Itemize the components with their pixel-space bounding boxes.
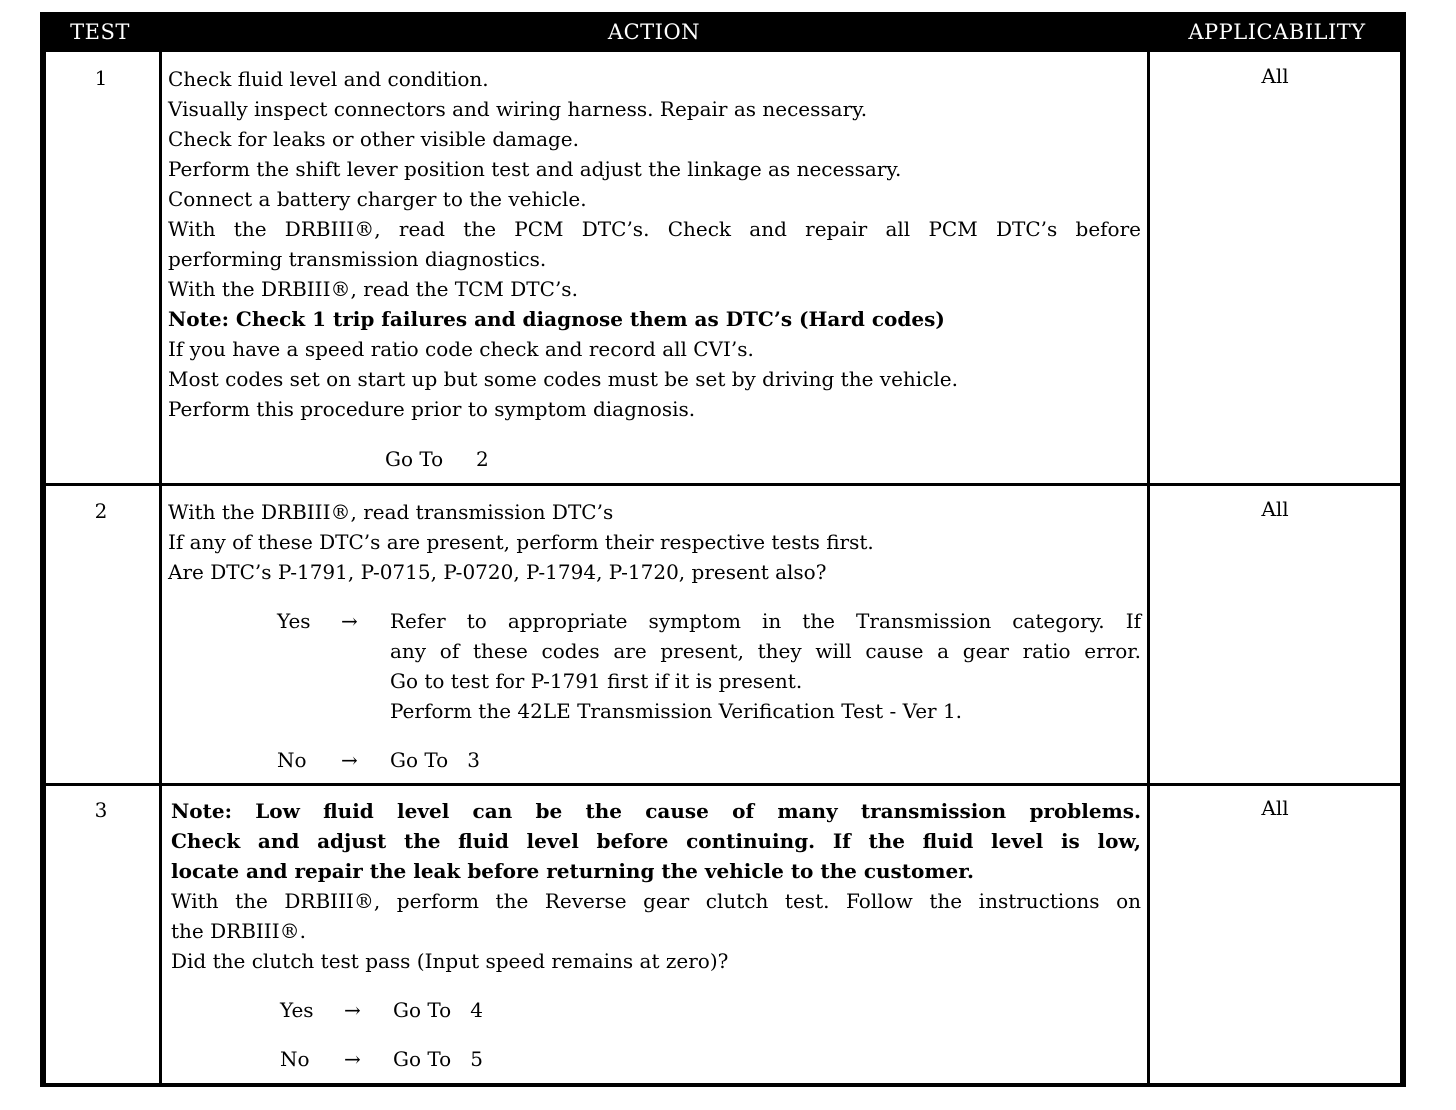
applicability-value: All — [1261, 64, 1289, 88]
test-number: 1 — [94, 66, 108, 90]
arrow-icon: → — [344, 998, 361, 1022]
action-line: Note: Check 1 trip failures and diagnose them as DTC’s (Hard codes) — [168, 307, 945, 331]
response-line: Go To 5 — [393, 1047, 483, 1071]
response-answer: No — [277, 748, 307, 772]
action-line: Note: Low fluid level can be the cause of many transmission problems. — [171, 799, 1141, 823]
response-line: Perform the 42LE Transmission Verification Test - Ver 1. — [390, 699, 963, 723]
header-test: TEST — [70, 20, 130, 44]
action-line: locate and repair the leak before returning the vehicle to the customer. — [171, 859, 974, 883]
test-number: 3 — [94, 798, 108, 822]
row-divider — [40, 483, 1406, 486]
row-divider — [40, 783, 1406, 786]
action-line: Perform the shift lever position test and adjust the linkage as necessary. — [168, 157, 902, 181]
action-line: If you have a speed ratio code check and record all CVI’s. — [168, 337, 754, 361]
header-applicability: APPLICABILITY — [1188, 20, 1366, 44]
action-line: With the DRBIII®, read transmission DTC’s — [168, 500, 614, 524]
arrow-icon: → — [341, 748, 358, 772]
header-action: ACTION — [607, 20, 701, 44]
response-answer: No — [280, 1047, 310, 1071]
action-line: Check fluid level and condition. — [168, 67, 489, 91]
action-line: With the DRBIII®, read the PCM DTC’s. Check and repair all PCM DTC’s before — [168, 217, 1141, 241]
applicability-value: All — [1261, 497, 1289, 521]
response-line: Go To 4 — [393, 998, 483, 1022]
response-line: Go to test for P-1791 first if it is present. — [390, 669, 803, 693]
response-line: Refer to appropriate symptom in the Transmission category. If — [390, 609, 1141, 633]
action-line: Are DTC’s P-1791, P-0715, P-0720, P-1794, P-1720, present also? — [168, 560, 827, 584]
table-header — [40, 12, 1406, 52]
response-answer: Yes — [277, 609, 311, 633]
response-line: Go To 3 — [390, 748, 480, 772]
action-line: If any of these DTC’s are present, perform their respective tests first. — [168, 530, 874, 554]
column-divider — [159, 52, 162, 1085]
action-line: performing transmission diagnostics. — [168, 247, 547, 271]
action-line: Connect a battery charger to the vehicle. — [168, 187, 587, 211]
action-line: Most codes set on start up but some codes must be set by driving the vehicle. — [168, 367, 958, 391]
goto-label: Go To — [385, 447, 444, 471]
arrow-icon: → — [344, 1047, 361, 1071]
action-line: Perform this procedure prior to symptom diagnosis. — [168, 397, 696, 421]
action-line: the DRBIII®. — [171, 919, 306, 943]
action-line: With the DRBIII®, read the TCM DTC’s. — [168, 277, 578, 301]
arrow-icon: → — [341, 609, 358, 633]
action-line: Check and adjust the fluid level before continuing. If the fluid level is low, — [171, 829, 1141, 853]
action-line: Did the clutch test pass (Input speed remains at zero)? — [171, 949, 729, 973]
action-line: With the DRBIII®, perform the Reverse gear clutch test. Follow the instructions on — [171, 889, 1141, 913]
action-line: Check for leaks or other visible damage. — [168, 127, 579, 151]
response-line: any of these codes are present, they will cause a gear ratio error. — [390, 639, 1141, 663]
applicability-value: All — [1261, 796, 1289, 820]
action-line: Visually inspect connectors and wiring harness. Repair as necessary. — [168, 97, 868, 121]
goto-target: 2 — [476, 447, 489, 471]
response-answer: Yes — [280, 998, 314, 1022]
column-divider — [1147, 52, 1150, 1085]
test-number: 2 — [94, 499, 108, 523]
